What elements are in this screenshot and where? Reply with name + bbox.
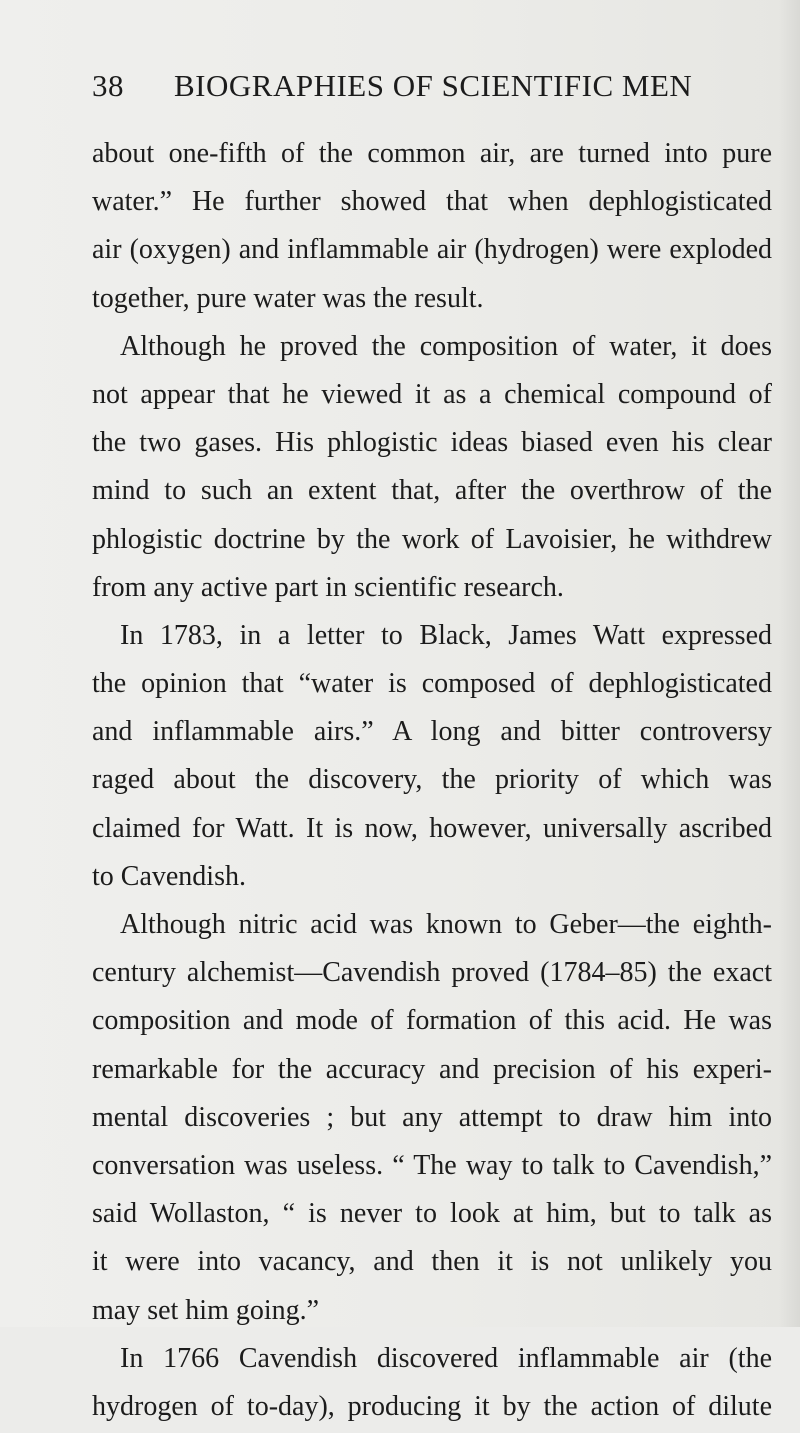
text-line: about one-fifth of the common air, are turned into pure <box>92 138 772 169</box>
running-head <box>92 62 772 110</box>
text-line: the two gases. His phlogistic ideas biased even his clear <box>92 427 772 459</box>
text-line: century alchemist—Cavendish proved (1784–85) the exact <box>92 957 772 989</box>
text-line: In 1766 Cavendish discovered inflammable air (the <box>120 1342 772 1374</box>
text-line: In 1783, in a letter to Black, James Watt expressed <box>120 619 772 651</box>
text-line: air (oxygen) and inflammable air (hydrogen) were exploded <box>92 234 772 266</box>
text-line: hydrogen of to-day), producing it by the action of dilute <box>92 1390 772 1422</box>
text-line: phlogistic doctrine by the work of Lavoisier, he withdrew <box>92 523 772 555</box>
text-line: it were into vacancy, and then it is not unlikely you <box>92 1246 772 1278</box>
text-line: Although he proved the composition of water, it does <box>120 330 772 362</box>
text-line: the opinion that “water is composed of dephlogisticated <box>92 668 772 700</box>
text-line: and inflammable airs.” A long and bitter controversy <box>92 716 772 748</box>
running-title: BIOGRAPHIES OF SCIENTIFIC MEN <box>174 68 693 103</box>
text-line: to Cavendish. <box>92 860 246 892</box>
text-line: may set him going.” <box>92 1294 320 1326</box>
text-line: remarkable for the accuracy and precision of his experi- <box>92 1053 772 1085</box>
text-line: water.” He further showed that when dephlogisticated <box>92 186 772 218</box>
text-line: claimed for Watt. It is now, however, universally ascribed <box>92 812 772 844</box>
text-line: not appear that he viewed it as a chemical compound of <box>92 378 772 410</box>
text-line: mental discoveries ; but any attempt to draw him into <box>92 1101 772 1133</box>
text-line: together, pure water was the result. <box>92 282 484 314</box>
body-text <box>92 132 772 1433</box>
text-line: Although nitric acid was known to Geber—the eighth- <box>120 909 772 940</box>
text-line: mind to such an extent that, after the overthrow of the <box>92 475 772 507</box>
text-line: conversation was useless. “ The way to talk to Cavendish,” <box>92 1149 772 1181</box>
page-number: 38 <box>92 68 124 103</box>
text-line: composition and mode of formation of this acid. He was <box>92 1005 772 1037</box>
page-edge-shadow <box>778 0 800 1327</box>
text-line: raged about the discovery, the priority of which was <box>92 764 772 796</box>
text-line: from any active part in scientific research. <box>92 571 564 603</box>
text-line: said Wollaston, “ is never to look at him, but to talk as <box>92 1198 772 1230</box>
